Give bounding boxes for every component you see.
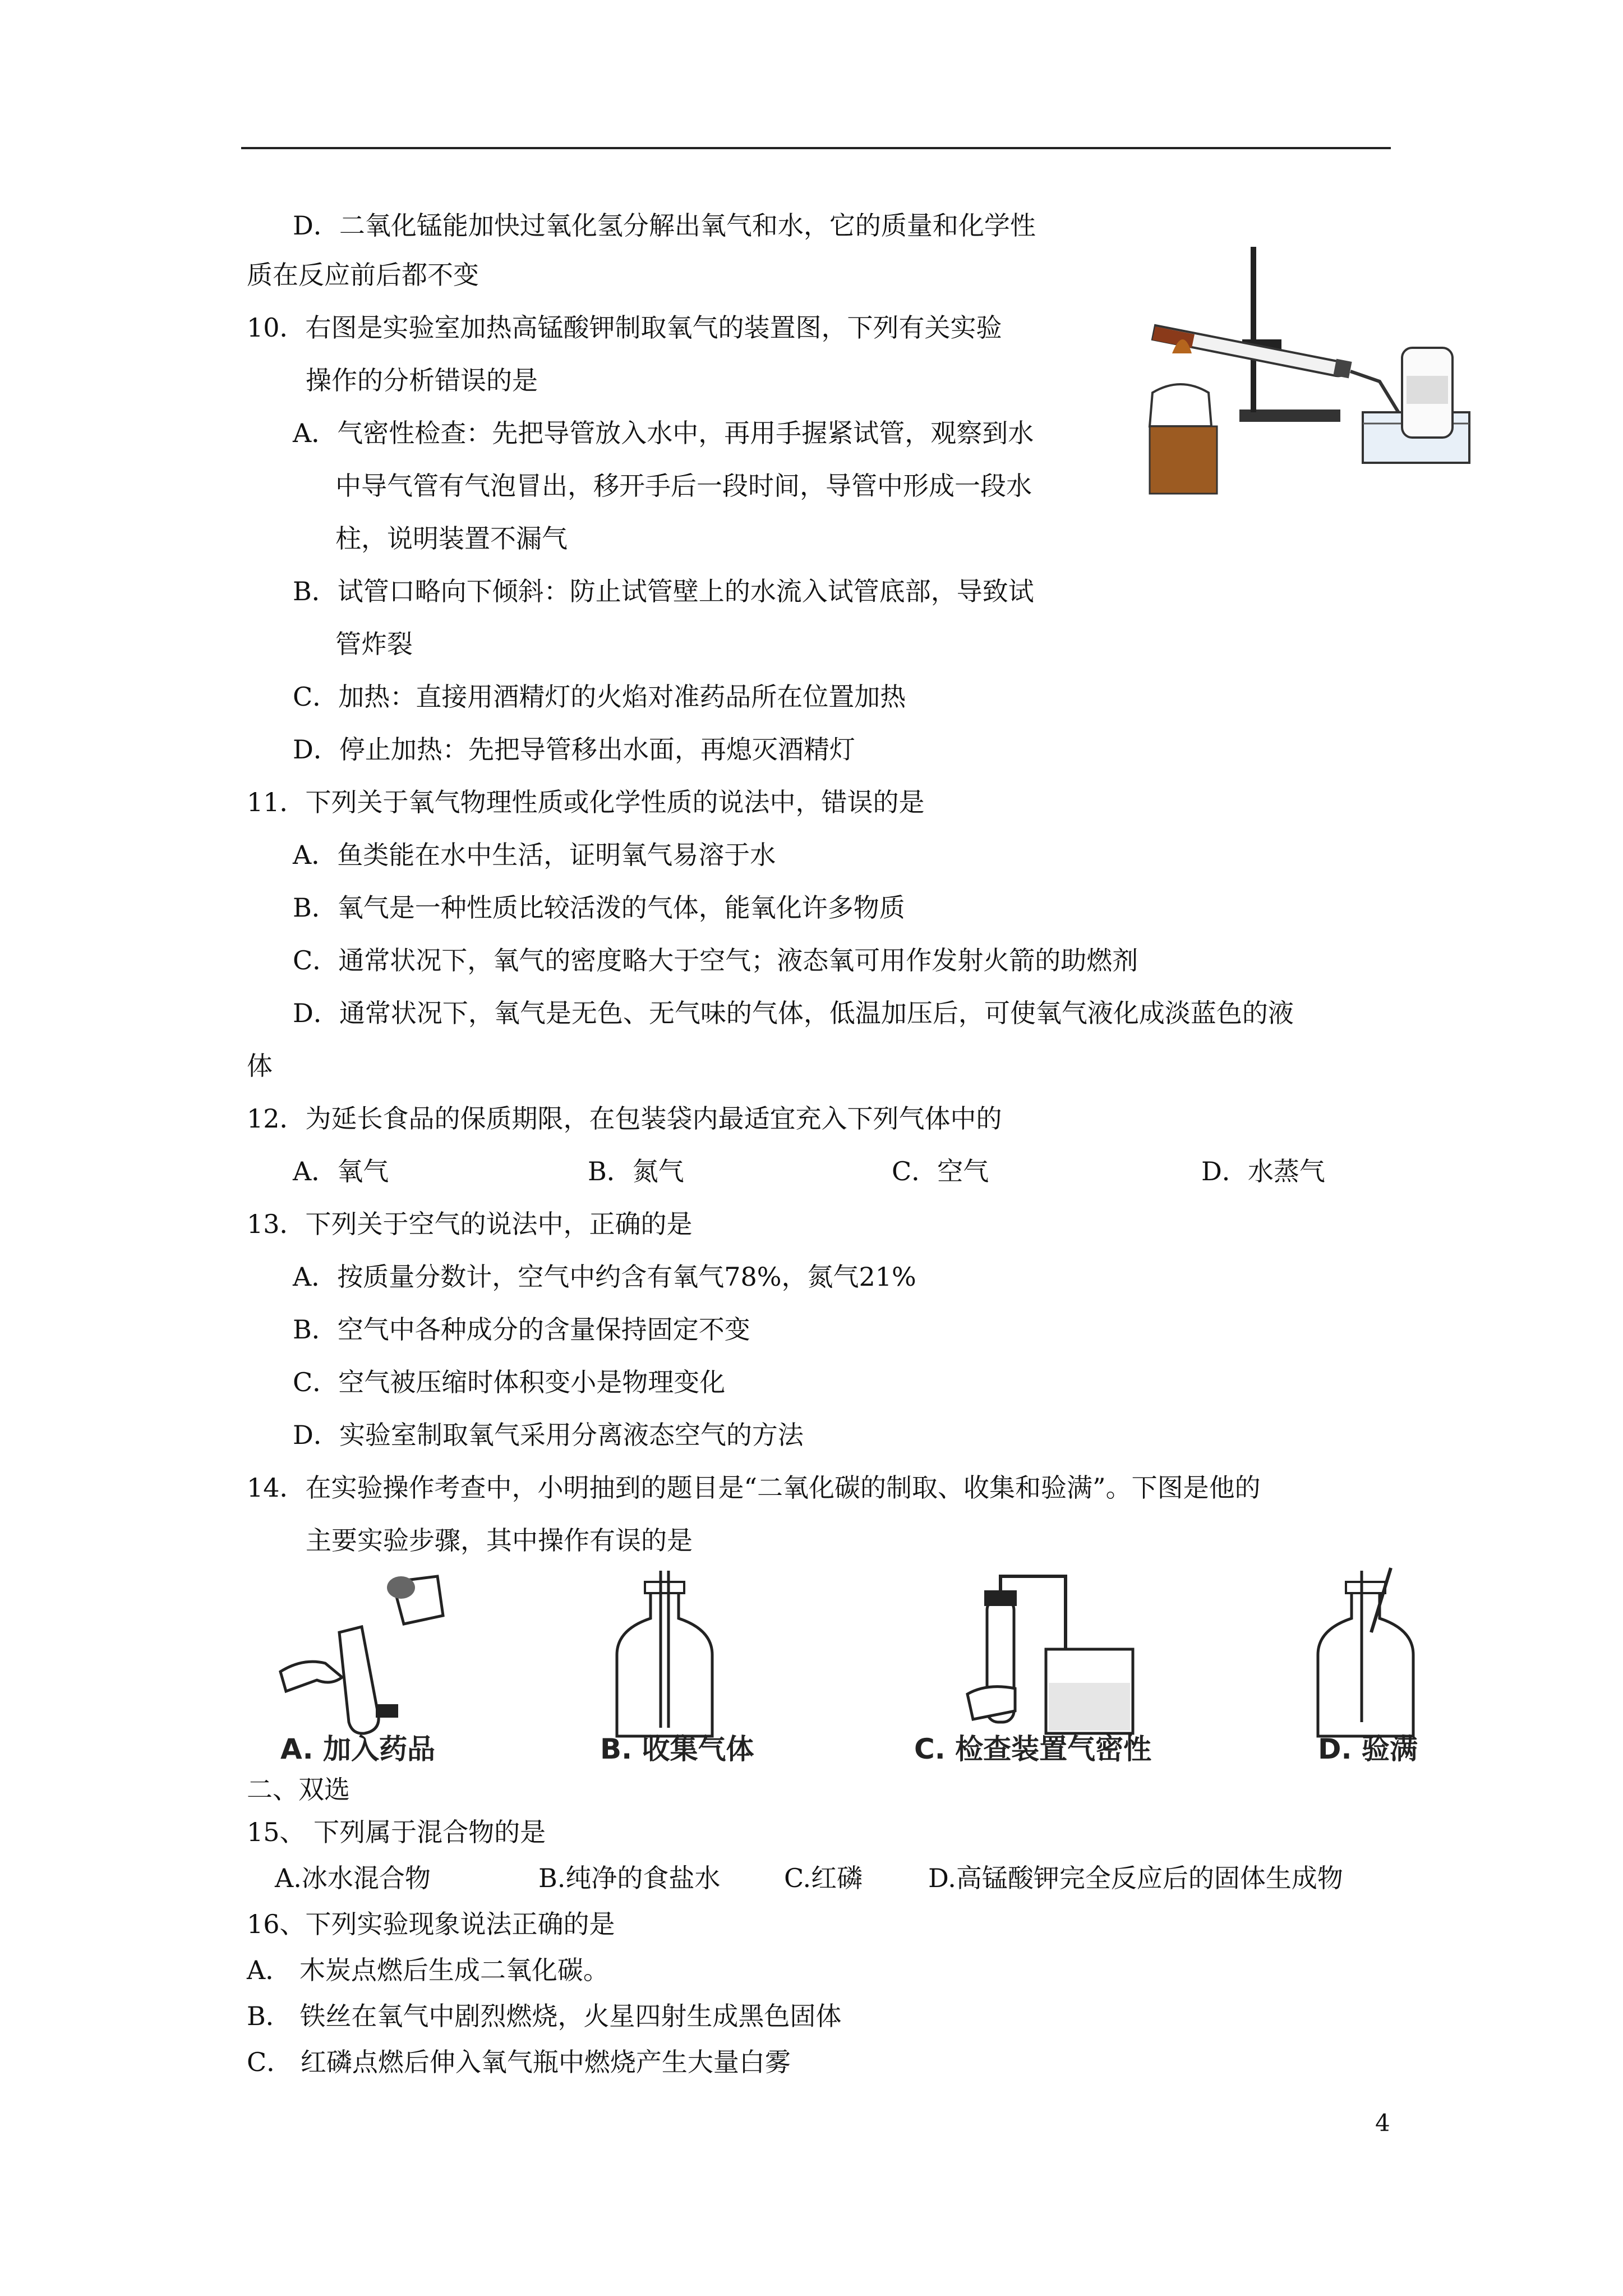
q13-option-a: A．按质量分数计，空气中约含有氧气78%，氮气21% bbox=[293, 1262, 916, 1292]
q10-stem: 10．右图是实验室加热高锰酸钾制取氧气的装置图，下列有关实验 bbox=[247, 312, 1002, 343]
q10-option-a: A．气密性检查：先把导管放入水中，再用手握紧试管，观察到水 bbox=[293, 418, 1034, 448]
caption-b: B. 收集气体 bbox=[600, 1733, 754, 1765]
figure-b-collecting-gas bbox=[600, 1571, 754, 1765]
header-rule bbox=[241, 147, 1391, 149]
q15-option-b: B.纯净的食盐水 bbox=[538, 1863, 721, 1893]
q11-option-c: C．通常状况下，氧气的密度略大于空气；液态氧可用作发射火箭的助燃剂 bbox=[293, 945, 1138, 976]
q16-option-a: A． 木炭点燃后生成二氧化碳。 bbox=[247, 1955, 609, 1985]
q15-option-c: C.红磷 bbox=[784, 1863, 863, 1893]
q10-option-a-cont1: 中导气管有气泡冒出，移开手后一段时间，导管中形成一段水 bbox=[335, 471, 1032, 501]
q10-option-c: C．加热：直接用酒精灯的火焰对准药品所在位置加热 bbox=[293, 682, 906, 712]
caption-d: D. 验满 bbox=[1318, 1733, 1418, 1765]
page-number: 4 bbox=[1375, 2109, 1390, 2137]
q15-option-a: A.冰水混合物 bbox=[275, 1863, 431, 1893]
q13-option-c: C．空气被压缩时体积变小是物理变化 bbox=[293, 1367, 726, 1397]
q12-option-c: C．空气 bbox=[892, 1156, 989, 1186]
q13-stem: 13．下列关于空气的说法中，正确的是 bbox=[247, 1209, 693, 1239]
q11-stem: 11．下列关于氧气物理性质或化学性质的说法中，错误的是 bbox=[247, 787, 925, 817]
q16-option-c: C． 红磷点燃后伸入氧气瓶中燃烧产生大量白雾 bbox=[247, 2047, 791, 2077]
q12-stem: 12．为延长食品的保质期限，在包装袋内最适宜充入下列气体中的 bbox=[247, 1103, 1002, 1134]
q12-option-b: B．氮气 bbox=[588, 1156, 684, 1186]
q10-option-b: B．试管口略向下倾斜：防止试管壁上的水流入试管底部，导致试 bbox=[293, 576, 1034, 606]
caption-a: A. 加入药品 bbox=[280, 1733, 436, 1765]
q13-option-d: D．实验室制取氧气采用分离液态空气的方法 bbox=[293, 1420, 804, 1450]
figure-d-checking-full bbox=[1318, 1568, 1418, 1765]
q15-option-d: D.高锰酸钾完全反应后的固体生成物 bbox=[928, 1863, 1343, 1893]
q9-option-d-cont: 质在反应前后都不变 bbox=[247, 260, 479, 290]
oxygen-apparatus-figure bbox=[1138, 241, 1475, 499]
q11-option-b: B．氧气是一种性质比较活泼的气体，能氧化许多物质 bbox=[293, 892, 905, 923]
q14-stem: 14．在实验操作考查中，小明抽到的题目是“二氧化碳的制取、收集和验满”。下图是他的 bbox=[247, 1473, 1261, 1503]
q14-stem-cont: 主要实验步骤，其中操作有误的是 bbox=[306, 1525, 693, 1556]
q12-option-d: D．水蒸气 bbox=[1201, 1156, 1325, 1186]
q12-option-a: A．氧气 bbox=[293, 1156, 389, 1186]
figure-a-adding-reagent bbox=[280, 1576, 443, 1765]
section-heading: 二、双选 bbox=[247, 1774, 350, 1805]
q16-stem: 16、下列实验现象说法正确的是 bbox=[247, 1909, 615, 1939]
caption-c: C. 检查装置气密性 bbox=[914, 1733, 1152, 1765]
q10-option-b-cont: 管炸裂 bbox=[335, 629, 413, 659]
q15-stem: 15、 下列属于混合物的是 bbox=[247, 1817, 546, 1847]
figure-c-airtightness-check bbox=[914, 1576, 1151, 1765]
q9-option-d: D．二氧化锰能加快过氧化氢分解出氧气和水，它的质量和化学性 bbox=[293, 210, 1036, 241]
q11-option-a: A．鱼类能在水中生活，证明氧气易溶于水 bbox=[293, 840, 776, 870]
q10-option-d: D．停止加热：先把导管移出水面，再熄灭酒精灯 bbox=[293, 734, 855, 765]
q10-option-a-cont2: 柱，说明装置不漏气 bbox=[335, 523, 568, 554]
q13-option-b: B．空气中各种成分的含量保持固定不变 bbox=[293, 1314, 750, 1345]
q11-option-d: D．通常状况下，氧气是无色、无气味的气体，低温加压后，可使氧气液化成淡蓝色的液 bbox=[293, 998, 1294, 1028]
q10-stem-cont: 操作的分析错误的是 bbox=[306, 365, 538, 395]
co2-steps-figure bbox=[264, 1565, 1441, 1767]
q16-option-b: B． 铁丝在氧气中剧烈燃烧，火星四射生成黑色固体 bbox=[247, 2001, 842, 2031]
q11-option-d-cont: 体 bbox=[247, 1051, 273, 1081]
